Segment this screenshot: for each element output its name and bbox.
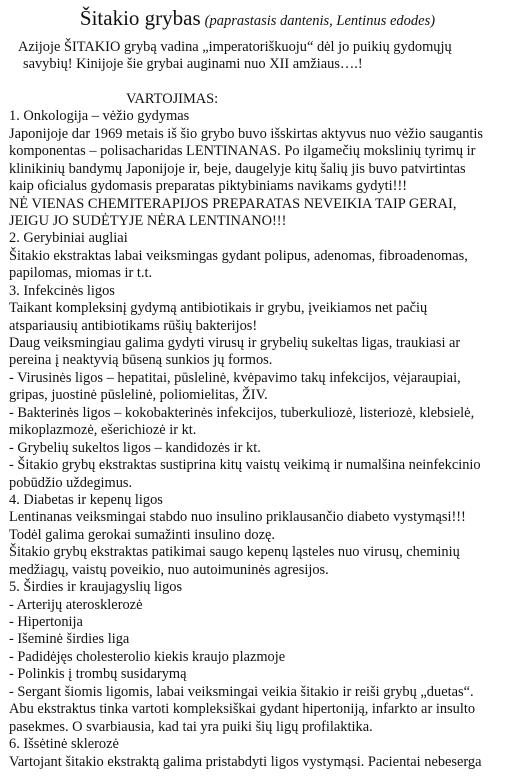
intro-line: savybių! Kinijoje šie grybai auginami nuo XII amžiaus….!	[23, 56, 363, 73]
document-body	[9, 39, 509, 771]
body-line: 6. Išsėtinė sklerozė	[9, 736, 119, 753]
body-line: - Išeminė širdies liga	[9, 631, 130, 648]
body-line: Vartojant šitakio ekstraktą galima pristabdyti ligos vystymąsi. Pacientai nebeserga	[9, 753, 482, 770]
body-line: 1. Onkologija – vėžio gydymas	[9, 108, 190, 125]
body-line: Taikant kompleksinį gydymą antibiotikais ir grybu, įveikiamos net pačių	[9, 300, 428, 317]
body-line: 2. Gerybiniai augliai	[9, 230, 128, 247]
body-line: atspariausių antibiotikams rūšių bakterijos!	[9, 317, 258, 334]
body-line: Todėl galima gerokai sumažinti insulino dozę.	[9, 526, 275, 543]
body-line: - Šitakio grybų ekstraktas sustiprina kitų vaistų veikimą ir numalšina neinfekcinio	[9, 457, 481, 474]
usage-heading: VARTOJIMAS:	[126, 90, 219, 107]
intro-line: Azijoje ŠITAKIO grybą vadina „imperatoriškuoju“ dėl jo puikių gydomųjų	[18, 39, 452, 55]
body-line: komponentas – polisacharidas LENTINANAS. Po ilgamečių mokslinių tyrimų ir	[9, 143, 476, 160]
body-line: medžiagų, vaistų poveikio, nuo autoimuninės agresijos.	[9, 561, 329, 578]
body-line: Šitakio grybų ekstraktas patikimai saugo kepenų ląsteles nuo virusų, cheminių	[9, 544, 460, 561]
body-line: NĖ VIENAS CHEMITERAPIJOS PREPARATAS NEVEIKIA TAIP GERAI,	[9, 195, 457, 212]
body-line: pasekmes. O svarbiausia, kad tai yra puiki šių ligų profilaktika.	[9, 718, 373, 735]
body-line: mikoplazmozė, ešerichiozė ir kt.	[9, 422, 197, 439]
body-line: kaip oficialus gydomasis preparatas piktybiniams navikams gydyti!!!	[9, 178, 408, 195]
body-line: - Arterijų aterosklerozė	[9, 596, 143, 613]
title-main: Šitakio grybas	[79, 6, 201, 30]
body-line: gripas, juostinė pūslelinė, poliomielitas, ŽIV.	[9, 387, 268, 404]
title-subtitle: (paprastasis dantenis, Lentinus edodes)	[204, 13, 436, 29]
body-line: - Grybelių sukeltos ligos – kandidozės ir kt.	[9, 439, 261, 456]
body-line: - Hipertonija	[9, 614, 83, 630]
body-line: - Polinkis į trombų susidarymą	[9, 666, 187, 683]
body-line: pereina į neaktyvią būseną sunkios jų formos.	[9, 352, 273, 369]
body-line: klinikinių bandymų Japonijoje ir, beje, daugelyje kitų šalių jis buvo patvirtintas	[9, 160, 466, 177]
body-line: pobūdžio uždegimus.	[9, 474, 133, 491]
body-line: 3. Infekcinės ligos	[9, 282, 115, 299]
body-line: Lentinanas veiksmingai stabdo nuo insulino priklausančio diabeto vystymąsi!!!	[9, 509, 466, 526]
body-line: papilomas, miomas ir t.t.	[9, 265, 153, 282]
body-line: - Bakterinės ligos – kokobakterinės infekcijos, tuberkuliozė, listeriozė, klebsielė,	[9, 404, 475, 421]
body-line: - Padidėjęs cholesterolio kiekis kraujo plazmoje	[9, 648, 286, 665]
body-line: JEIGU JO SUDĖTYJE NĖRA LENTINANO!!!	[9, 212, 287, 229]
spacer	[9, 74, 509, 91]
body-line: - Virusinės ligos – hepatitai, pūslelinė, kvėpavimo takų infekcijos, vėjaraupiai,	[9, 369, 461, 386]
body-line: - Sergant šiomis ligomis, labai veiksmingai veikia šitakio ir reiši grybų „duetas“.	[9, 683, 474, 700]
body-line: Šitakio ekstraktas labai veiksmingas gydant polipus, adenomas, fibroadenomas,	[9, 247, 468, 264]
body-line: 4. Diabetas ir kepenų ligos	[9, 491, 163, 508]
body-lines	[9, 108, 509, 771]
body-line: Daug veiksmingiau galima gydyti virusų ir grybelių sukeltas ligas, traukiasi ar	[9, 335, 461, 351]
body-line: Japonijoje dar 1969 metais iš šio grybo buvo išskirtas aktyvus nuo vėžio saugantis	[9, 125, 484, 142]
body-line: 5. Širdies ir kraujagyslių ligos	[9, 579, 183, 596]
document-title	[0, 6, 515, 31]
body-line: Abu ekstraktus tinka vartoti kompleksiškai gydant hipertoniją, infarkto ar insulto	[9, 701, 476, 718]
